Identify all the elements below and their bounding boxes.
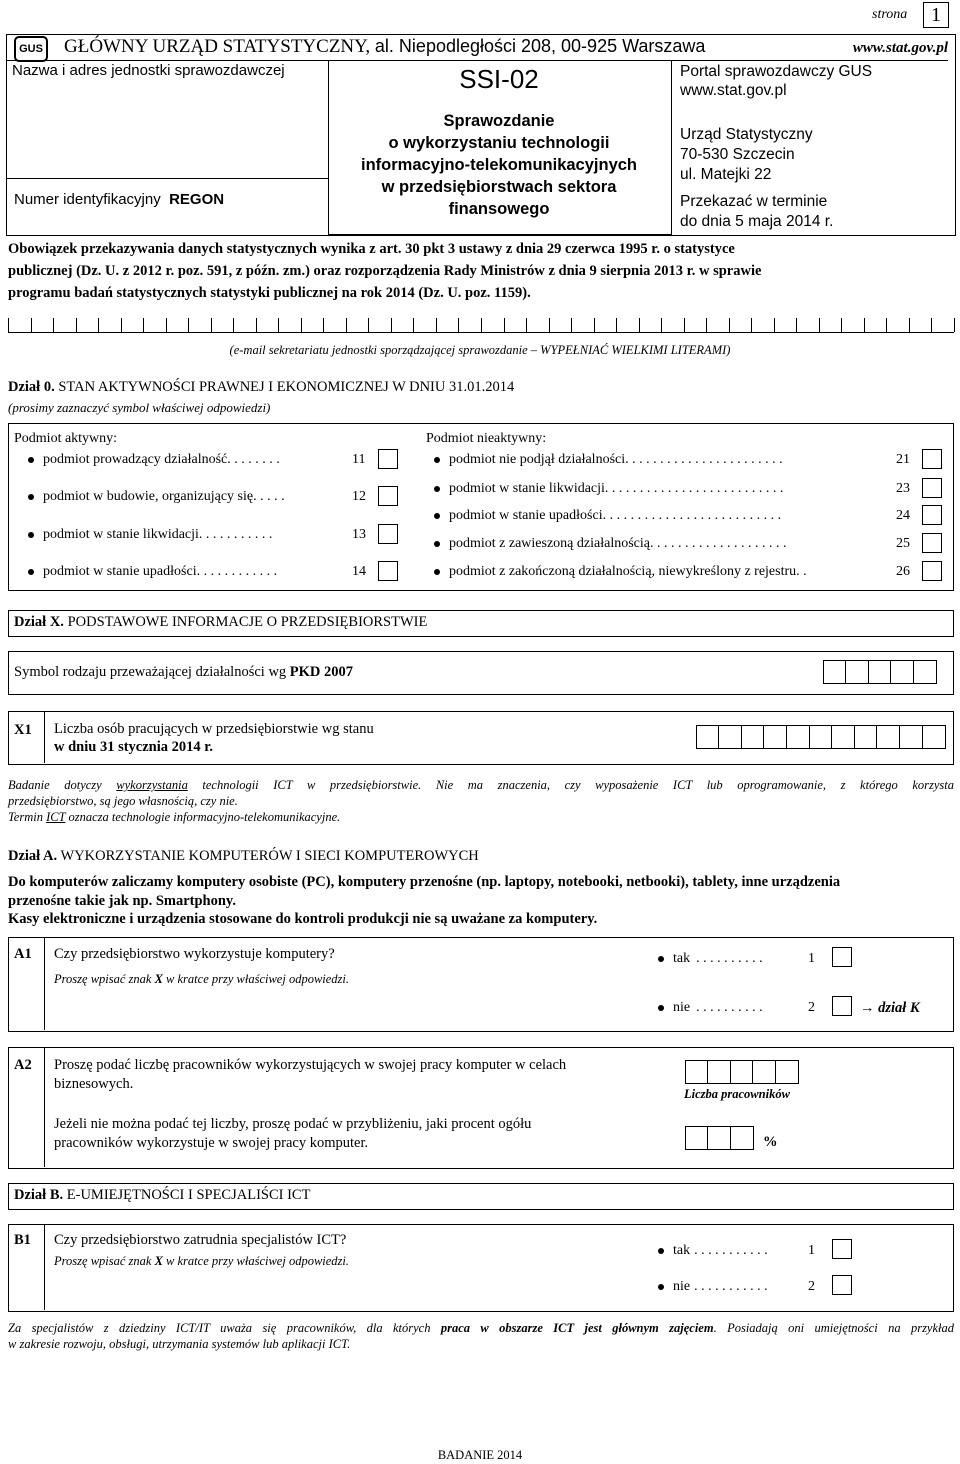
item-label: podmiot prowadzący działalność [43, 452, 228, 467]
ict-note [8, 777, 954, 825]
bullet-icon [434, 457, 440, 463]
email-cell-separator [796, 318, 797, 332]
ict-specialist-note [8, 1320, 954, 1352]
checkbox-14[interactable] [378, 561, 398, 581]
note-text: Badanie dotyczy [8, 778, 102, 792]
hint-text: Proszę wpisać znak [54, 972, 152, 986]
note-text: przedsiębiorstwo, są jego własnością, czy nie. [8, 794, 238, 808]
a2-count-cell[interactable] [752, 1060, 776, 1084]
item-code: 12 [352, 489, 366, 504]
email-cell-separator [188, 318, 189, 332]
x1-question: Liczba osób pracujących w przedsiębiorstwie wg stanu [54, 721, 374, 737]
b1-no-checkbox[interactable] [832, 1275, 852, 1295]
sectionB-prefix: Dział B. [14, 1187, 64, 1203]
email-cell-separator [53, 318, 54, 332]
website: www.stat.gov.pl [852, 40, 948, 56]
item-label: podmiot w budowie, organizujący się [43, 489, 254, 504]
inactive-label: Podmiot nieaktywny: [426, 431, 547, 446]
x1-code: X1 [14, 722, 32, 738]
bullet-icon [434, 541, 440, 547]
item-label: podmiot nie podjął działalności [449, 452, 626, 467]
hint-x: X [154, 1254, 163, 1268]
email-cell-separator [526, 318, 527, 332]
bullet-icon [658, 956, 664, 962]
bullet-icon [28, 494, 34, 500]
email-cell-separator [639, 318, 640, 332]
item-code: 26 [896, 564, 910, 579]
a1-code: A1 [14, 946, 32, 962]
email-cell-separator [774, 318, 775, 332]
note-text: . Posiadają oni umiejętności na przykład [713, 1321, 954, 1335]
email-cell-separator [909, 318, 910, 332]
b1-question: Czy przedsiębiorstwo zatrudnia specjalistów ICT? [54, 1232, 347, 1248]
bullet-icon [28, 532, 34, 538]
section0-title: STAN AKTYWNOŚCI PRAWNEJ I EKONOMICZNEJ W DNIU 31.01.2014 [58, 379, 515, 395]
a2-question: Proszę podać liczbę pracowników wykorzystujących w swojej pracy komputer w celach [54, 1057, 567, 1073]
form-title-line: informacyjno-telekomunikacyjnych [361, 156, 637, 174]
email-cell-separator [278, 318, 279, 332]
email-cell-separator [841, 318, 842, 332]
dots: . . . . . . . . . . . . . . . . . . . . . . . [625, 452, 783, 467]
email-cell-separator [481, 318, 482, 332]
x1-cell[interactable] [718, 725, 742, 749]
x1-divider [44, 711, 45, 763]
a1-divider [44, 937, 45, 1030]
pkd-label: Symbol rodzaju przeważającej działalności wg [14, 664, 287, 680]
email-cell-separator [413, 318, 414, 332]
a2-divider [44, 1047, 45, 1167]
bullet-icon [658, 1248, 664, 1254]
a1-no-label: nie [673, 1000, 691, 1015]
form-title-line: finansowego [448, 200, 550, 218]
checkbox-26[interactable] [922, 561, 942, 581]
inactive-item [434, 481, 783, 497]
b1-yes-checkbox[interactable] [832, 1239, 852, 1259]
footer: BADANIE 2014 [437, 1448, 523, 1462]
note-text: Termin [8, 810, 43, 824]
email-cell-separator [504, 318, 505, 332]
regon-label: REGON [169, 191, 225, 208]
deadline-label: Przekazać w terminie [680, 193, 828, 210]
dots: . . . . . . . . . . . . . . . . . . . . . . . . . . [604, 481, 784, 496]
a1-hint [54, 972, 349, 987]
dots: . . . . . . . . . . . . [196, 564, 278, 579]
a2-percent-cell[interactable] [685, 1126, 709, 1150]
email-cell-separator [346, 318, 347, 332]
email-cell-separator [98, 318, 99, 332]
a1-question: Czy przedsiębiorstwo wykorzystuje komputery? [54, 946, 335, 962]
email-cell-separator [301, 318, 302, 332]
email-caption: (e-mail sekretariatu jednostki sporządzającej sprawozdanie – WYPEŁNIAĆ WIELKIMI LITERAMI) [229, 343, 731, 357]
page-number: 1 [923, 2, 949, 28]
email-cell-separator [684, 318, 685, 332]
email-cell-separator [211, 318, 212, 332]
x1-cell[interactable] [763, 725, 787, 749]
checkbox-25[interactable] [922, 533, 942, 553]
regon-divider [6, 178, 328, 179]
a2-code: A2 [14, 1057, 32, 1073]
bullet-icon [28, 457, 34, 463]
item-code: 13 [352, 527, 366, 542]
dots: . . . . . . . . [227, 452, 280, 467]
form-title-line: Sprawozdanie [443, 112, 555, 130]
a1-goto-link: → dział K [860, 1000, 920, 1016]
bullet-icon [28, 569, 34, 575]
x1-cell[interactable] [899, 725, 923, 749]
page-label: strona [872, 7, 908, 22]
item-label: podmiot z zawieszoną działalnością [449, 536, 650, 551]
email-cell-separator [121, 318, 122, 332]
active-item [28, 489, 285, 505]
checkbox-21[interactable] [922, 449, 942, 469]
active-label: Podmiot aktywny: [14, 431, 118, 446]
hint-x: X [154, 972, 163, 986]
a2-percent-input[interactable] [686, 1126, 754, 1150]
pkd-input[interactable] [824, 660, 937, 684]
email-cell-separator [323, 318, 324, 332]
note-underline: wykorzystania [116, 778, 188, 792]
unit-label: Nazwa i adres jednostki sprawozdawczej [12, 62, 285, 79]
hint-text: Proszę wpisać znak [54, 1254, 152, 1268]
inactive-item [434, 452, 783, 468]
email-cell-separator [8, 318, 9, 332]
email-cell-separator [166, 318, 167, 332]
pkd-cell[interactable] [890, 660, 914, 684]
legal-line: Obowiązek przekazywania danych statystycznych wynika z art. 30 pkt 3 ustawy z dnia 29 czerwca 1995 r. o statystyce [8, 241, 735, 257]
email-cell-separator [954, 318, 955, 332]
x1-cell[interactable] [876, 725, 900, 749]
item-code: 23 [896, 481, 910, 496]
dots: . . . . . . . . . . . [694, 1279, 768, 1294]
item-code: 24 [896, 508, 910, 523]
b1-no-code: 2 [808, 1279, 815, 1294]
email-cell-separator [594, 318, 595, 332]
dots: . . [796, 564, 807, 579]
email-cell-separator [751, 318, 752, 332]
a2-count-caption: Liczba pracowników [684, 1087, 790, 1101]
bullet-icon [658, 1005, 664, 1011]
def-line: przenośne takie jak np. Smartphony. [8, 892, 237, 909]
office-line: ul. Matejki 22 [680, 166, 772, 183]
email-cell-separator [706, 318, 707, 332]
b1-yes-label: tak [673, 1243, 691, 1258]
form-code: SSI-02 [459, 64, 539, 94]
section0-note: (prosimy zaznaczyć symbol właściwej odpowiedzi) [8, 400, 271, 415]
a2-count-cell[interactable] [685, 1060, 709, 1084]
inactive-item [434, 564, 807, 580]
item-label: podmiot w stanie upadłości [449, 508, 603, 523]
note-underline: ICT [46, 810, 66, 824]
legal-text [8, 238, 956, 304]
a2-count-cell[interactable] [730, 1060, 754, 1084]
hint-text: w kratce przy właściwej odpowiedzi. [166, 972, 350, 986]
a2-percent-cell[interactable] [707, 1126, 731, 1150]
def-line: Do komputerów zaliczamy komputery osobiste (PC), komputery przenośne (np. laptopy, notebooki, netbooki), tablety, inne urządzenia [8, 874, 841, 890]
item-label: podmiot w stanie likwidacji [449, 481, 605, 496]
b1-divider [44, 1224, 45, 1310]
item-code: 25 [896, 536, 910, 551]
item-label: podmiot w stanie upadłości [43, 564, 197, 579]
def-line: Kasy elektroniczne i urządzenia stosowane do kontroli produkcji nie są uważane za komputery. [8, 911, 598, 927]
a2-question: pracowników wykorzystuje w swojej pracy komputer. [54, 1135, 369, 1151]
email-cell-separator [143, 318, 144, 332]
checkbox-13[interactable] [378, 524, 398, 544]
a2-question: Jeżeli nie można podać tej liczby, proszę podać w przybliżeniu, jaki procent ogółu [54, 1116, 532, 1132]
id-label: Numer identyfikacyjny [14, 191, 161, 208]
email-field[interactable] [8, 332, 954, 333]
bullet-icon [434, 486, 440, 492]
note-text: Za specjalistów z dziedziny ICT/IT uważa się pracowników, dla których [8, 1321, 431, 1335]
email-cell-separator [368, 318, 369, 332]
email-cell-separator [886, 318, 887, 332]
x1-question-date: w dniu 31 stycznia 2014 r. [54, 739, 213, 755]
a1-yes-label: tak [673, 951, 691, 966]
a2-percent-sign: % [763, 1134, 778, 1150]
org-address: al. Niepodległości 208, 00-925 Warszawa [374, 36, 706, 56]
portal-url: www.stat.gov.pl [680, 82, 787, 99]
a2-count-cell[interactable] [707, 1060, 731, 1084]
x1-cell[interactable] [831, 725, 855, 749]
email-cell-separator [864, 318, 865, 332]
bullet-icon [658, 1284, 664, 1290]
dots: . . . . . . . . . . [696, 951, 763, 966]
form-title-line: w przedsiębiorstwach sektora [381, 178, 617, 196]
note-text: technologii ICT w przedsiębiorstwie. Nie ma znaczenia, czy wyposażenie ICT lub oprogramowanie, z którego korzysta [202, 778, 955, 792]
a2-count-input[interactable] [686, 1060, 799, 1084]
portal-label: Portal sprawozdawczy GUS [680, 63, 873, 80]
email-cell-separator [549, 318, 550, 332]
dots: . . . . . . . . . . . . . . . . . . . . . . . . . . [602, 508, 782, 523]
form-title [328, 110, 670, 220]
email-cell-separator [31, 318, 32, 332]
office-line: Urząd Statystyczny [680, 126, 813, 143]
email-cell-separator [571, 318, 572, 332]
sectionA-prefix: Dział A. [8, 848, 58, 864]
b1-no-label: nie [673, 1279, 691, 1294]
note-bold: praca w obszarze ICT jest głównym zajęciem [440, 1321, 714, 1335]
x1-cell[interactable] [696, 725, 720, 749]
b1-code: B1 [14, 1232, 31, 1248]
email-cell-separator [616, 318, 617, 332]
deadline-date: do dnia 5 maja 2014 r. [680, 213, 834, 230]
active-item [28, 564, 277, 580]
sectionA-title: WYKORZYSTANIE KOMPUTERÓW I SIECI KOMPUTEROWYCH [60, 848, 479, 864]
active-item [28, 527, 272, 543]
item-code: 14 [352, 564, 366, 579]
sectionB-title: E-UMIEJĘTNOŚCI I SPECJALIŚCI ICT [66, 1187, 311, 1203]
pkd-bold: PKD 2007 [289, 664, 354, 680]
bullet-icon [434, 513, 440, 519]
item-code: 11 [352, 452, 366, 467]
checkbox-23[interactable] [922, 478, 942, 498]
note-text: oznacza technologie informacyjno-telekomunikacyjne. [68, 810, 341, 824]
pkd-cell[interactable] [868, 660, 892, 684]
checkbox-12[interactable] [378, 486, 398, 506]
x1-cell[interactable] [922, 725, 946, 749]
email-cell-separator [76, 318, 77, 332]
dots: . . . . . . . . . . . [694, 1243, 768, 1258]
a1-yes-code: 1 [808, 951, 815, 966]
org-name: GŁÓWNY URZĄD STATYSTYCZNY, [64, 36, 371, 57]
email-cell-separator [458, 318, 459, 332]
legal-line: publicznej (Dz. U. z 2012 r. poz. 591, z późn. zm.) oraz rozporządzenia Rady Ministrów z dnia 9 sierpnia 2013 r. w sprawie [8, 263, 762, 279]
dots: . . . . . . . . . . [696, 1000, 763, 1015]
item-label: podmiot z zakończoną działalnością, niewykreślony z rejestru [449, 564, 797, 579]
x1-input[interactable] [697, 725, 946, 749]
x1-cell[interactable] [741, 725, 765, 749]
b1-hint [54, 1254, 349, 1269]
checkbox-24[interactable] [922, 505, 942, 525]
pkd-cell[interactable] [823, 660, 847, 684]
x1-cell[interactable] [809, 725, 833, 749]
email-cell-separator [391, 318, 392, 332]
bullet-icon [434, 569, 440, 575]
section0-prefix: Dział 0. [8, 379, 55, 395]
x1-cell[interactable] [786, 725, 810, 749]
email-cell-separator [931, 318, 932, 332]
b1-yes-code: 1 [808, 1243, 815, 1258]
active-item [28, 452, 280, 468]
email-cell-separator [233, 318, 234, 332]
email-cell-separator [729, 318, 730, 332]
email-cell-separator [256, 318, 257, 332]
a1-no-checkbox[interactable] [832, 996, 852, 1016]
computer-definition [8, 873, 954, 929]
dots: . . . . . [253, 489, 285, 504]
a2-percent-cell[interactable] [730, 1126, 754, 1150]
office-line: 70-530 Szczecin [680, 146, 795, 163]
pkd-cell[interactable] [913, 660, 937, 684]
email-cell-separator [661, 318, 662, 332]
gus-logo-icon: GUS [14, 36, 48, 62]
x1-cell[interactable] [854, 725, 878, 749]
a1-no-code: 2 [808, 1000, 815, 1015]
a1-yes-checkbox[interactable] [832, 947, 852, 967]
pkd-cell[interactable] [845, 660, 869, 684]
item-code: 21 [896, 452, 910, 467]
sectionX-prefix: Dział X. [14, 614, 64, 630]
dots: . . . . . . . . . . . [198, 527, 273, 542]
note-text: w zakresie rozwoju, obsługi, utrzymania systemów lub aplikacji ICT. [8, 1337, 351, 1351]
a2-count-cell[interactable] [775, 1060, 799, 1084]
a2-question: biznesowych. [54, 1076, 134, 1092]
item-label: podmiot w stanie likwidacji [43, 527, 199, 542]
inactive-item [434, 536, 786, 552]
dots: . . . . . . . . . . . . . . . . . . . . [649, 536, 787, 551]
sectionX-title: PODSTAWOWE INFORMACJE O PRZEDSIĘBIORSTWIE [67, 614, 428, 630]
email-cell-separator [436, 318, 437, 332]
form-title-line: o wykorzystaniu technologii [388, 134, 610, 152]
email-cell-separator [819, 318, 820, 332]
checkbox-11[interactable] [378, 449, 398, 469]
hint-text: w kratce przy właściwej odpowiedzi. [166, 1254, 350, 1268]
inactive-item [434, 508, 781, 524]
legal-line: programu badań statystycznych statystyki publicznej na rok 2014 (Dz. U. poz. 1159). [8, 285, 531, 301]
